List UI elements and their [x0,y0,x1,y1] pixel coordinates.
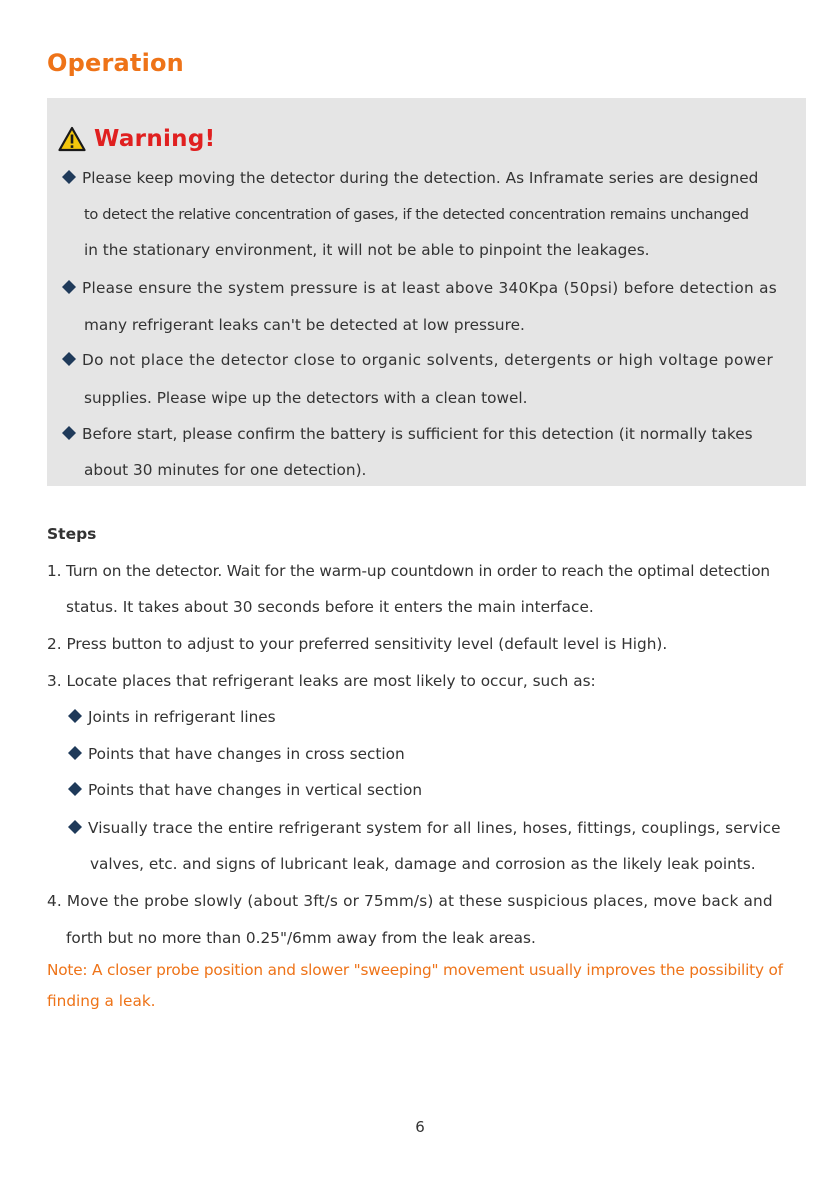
sub-item-text: Points that have changes in vertical section [88,781,423,799]
warning-title: Warning! [94,126,216,152]
diamond-bullet-icon [68,709,82,723]
diamond-bullet-icon [68,820,82,834]
step-2-text: 2. Press button to adjust to your preferred sensitivity level (default level is High). [47,635,668,653]
note-text: Note: A closer probe position and slower "sweeping" movement usually improves the possibility of [47,961,783,979]
warning-item-text: Before start, please confirm the battery is sufficient for this detection (it normally takes [82,425,753,443]
warning-item [62,350,773,370]
warning-header [58,123,215,155]
step-3-sub-item [68,818,781,838]
warning-item [62,168,758,188]
diamond-bullet-icon [68,782,82,796]
diamond-bullet-icon [62,426,76,440]
note-text: finding a leak. [47,992,156,1010]
step-1-text: 1. Turn on the detector. Wait for the warm-up countdown in order to reach the optimal detection [47,562,770,580]
warning-item [62,424,753,444]
warning-item-text: in the stationary environment, it will not be able to pinpoint the leakages. [84,241,650,259]
diamond-bullet-icon [68,746,82,760]
steps-heading: Steps [47,525,97,543]
sub-item-text: Visually trace the entire refrigerant system for all lines, hoses, fittings, couplings, service [88,819,781,837]
diamond-bullet-icon [62,280,76,294]
sub-item-text: valves, etc. and signs of lubricant leak, damage and corrosion as the likely leak points. [90,855,756,873]
warning-item-text: to detect the relative concentration of gases, if the detected concentration remains unchanged [84,206,749,223]
warning-triangle-icon [58,126,86,152]
warning-item-text: about 30 minutes for one detection). [84,461,367,479]
page-number: 6 [415,1118,425,1136]
warning-item-text: Please ensure the system pressure is at least above 340Kpa (50psi) before detection as [82,279,777,297]
step-4-text: 4. Move the probe slowly (about 3ft/s or 75mm/s) at these suspicious places, move back and [47,892,773,910]
page-title: Operation [47,49,184,77]
sub-item-text: Joints in refrigerant lines [88,708,276,726]
step-1-text: status. It takes about 30 seconds before it enters the main interface. [66,598,594,616]
step-3-text: 3. Locate places that refrigerant leaks are most likely to occur, such as: [47,672,596,690]
diamond-bullet-icon [62,352,76,366]
step-3-sub-item [68,780,422,800]
warning-item-text: many refrigerant leaks can't be detected at low pressure. [84,316,525,334]
step-3-sub-item [68,707,276,727]
diamond-bullet-icon [62,170,76,184]
step-4-text: forth but no more than 0.25"/6mm away from the leak areas. [66,929,536,947]
warning-item-text: Please keep moving the detector during the detection. As Inframate series are designed [82,169,759,187]
sub-item-text: Points that have changes in cross section [88,745,405,763]
warning-item [62,278,777,298]
warning-item-text: supplies. Please wipe up the detectors with a clean towel. [84,389,528,407]
step-3-sub-item [68,744,405,764]
warning-item-text: Do not place the detector close to organic solvents, detergents or high voltage power [82,351,774,369]
